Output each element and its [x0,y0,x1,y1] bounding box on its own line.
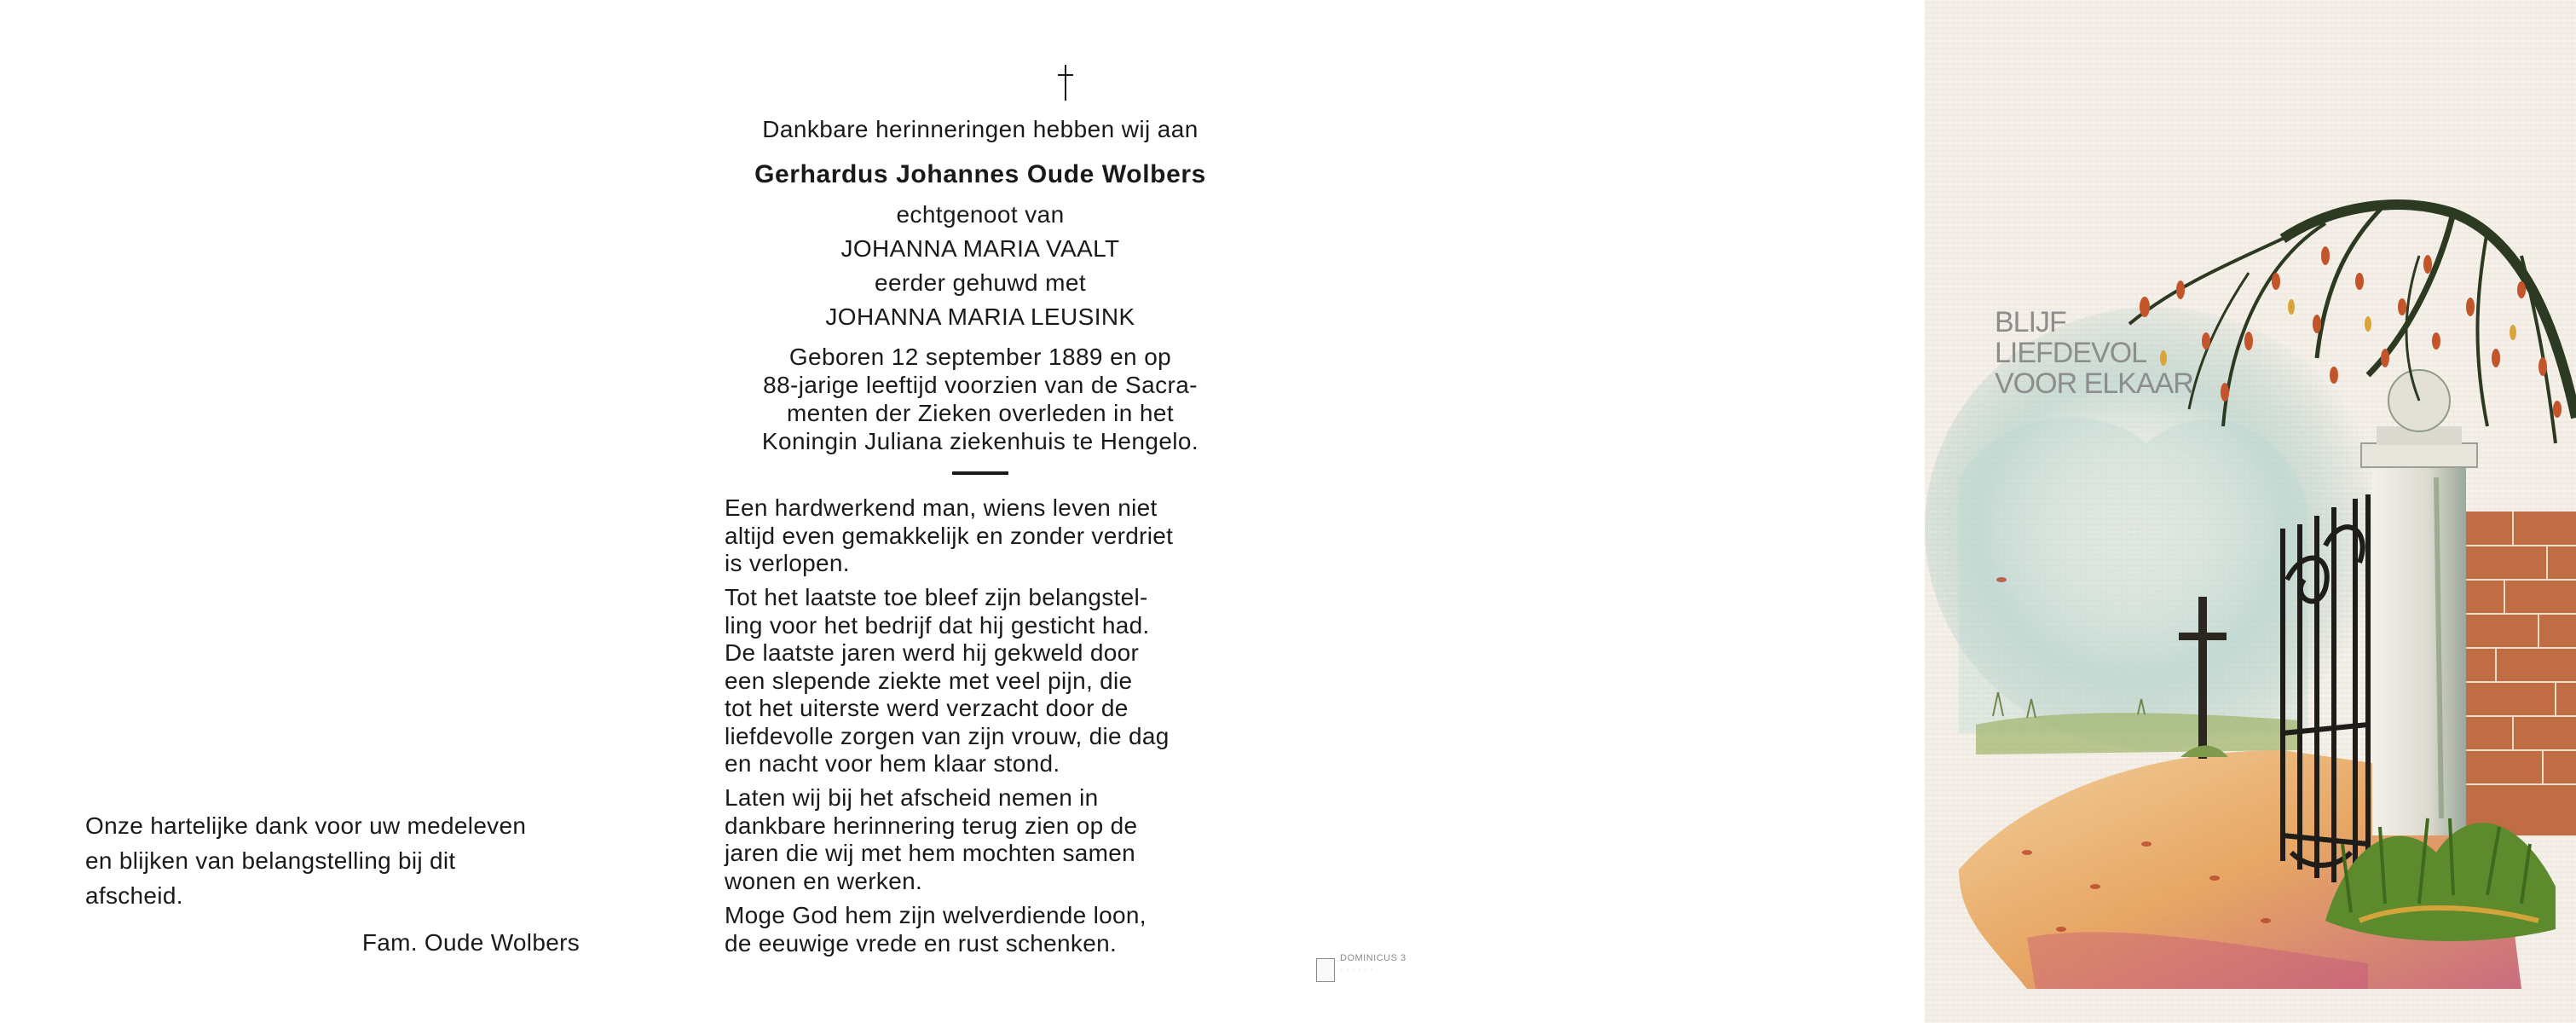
paragraph-line: en nacht voor hem klaar stond. [725,750,1060,777]
spouse-name: JOHANNA MARIA VAALT [840,235,1120,262]
thanks-line: afscheid. [85,882,183,909]
paragraph-line: Laten wij bij het afscheid nemen in [725,784,1099,811]
thanks-line: Onze hartelijke dank voor uw medeleven [85,812,527,839]
printer-mark [1316,950,1418,984]
cross-icon [1050,61,1081,102]
previous-spouse-name: JOHANNA MARIA LEUSINK [825,303,1135,330]
paragraph-line: jaren die wij met hem mochten samen [725,840,1136,866]
cemetery-gate-illustration [1925,0,2576,1023]
born-line: menten der Zieken overleden in het [786,400,1175,426]
born-line: Koningin Juliana ziekenhuis te Hengelo. [761,428,1199,454]
born-line: Geboren 12 september 1889 en op [788,344,1172,370]
thanks-line: en blijken van belangstelling bij dit [85,847,456,874]
paragraph-line: ling voor het bedrijf dat hij gesticht had. [725,611,1150,639]
family-signature: Fam. Oude Wolbers [361,929,580,956]
paragraph-line: Tot het laatste toe bleef zijn belangstel- [725,584,1148,610]
printer-name: DOMINICUS 3 [1340,953,1406,963]
cover-slogan [1995,307,2267,399]
paragraph-line: Een hardwerkend man, wiens leven niet [725,494,1158,521]
previous-spouse-label: eerder gehuwd met [874,269,1087,296]
paragraph-line: een slepende ziekte met veel pijn, die [725,667,1133,694]
paragraph-farewell [725,784,1236,895]
slogan-line: VOOR ELKAAR [1995,367,2193,400]
paragraph-prayer [725,902,1236,957]
paragraph-line: liefdevolle zorgen van zijn vrouw, die dag [725,722,1170,749]
cover-illustration-panel [1925,0,2576,1023]
paragraph-line: tot het uiterste werd verzacht door de [725,695,1129,721]
slogan-line: LIEFDEVOL [1995,337,2147,369]
spouse-label: echtgenoot van [896,201,1065,228]
slogan-line: BLIJF [1995,306,2066,338]
deceased-name: Gerhardus Johannes Oude Wolbers [754,160,1206,188]
intro-line: Dankbare herinneringen hebben wij aan [762,116,1198,142]
paragraph-line: de eeuwige vrede en rust schenken. [725,929,1118,957]
paragraph-line: Moge God hem zijn welverdiende loon, [725,902,1146,928]
paragraph-life [725,494,1236,578]
paragraph-illness [725,584,1236,778]
printer-logo-icon [1316,958,1335,982]
printer-sub-lines: · · · · · · [1340,965,1374,974]
thanks-message [85,808,597,913]
paragraph-line: is verlopen. [725,550,850,576]
paragraph-line: altijd even gemakkelijk en zonder verdriet [725,522,1174,549]
left-panel [0,0,648,1023]
born-line: 88-jarige leeftijd voorzien van de Sacra- [763,372,1198,398]
paragraph-line: wonen en werken. [725,867,923,894]
divider [952,471,1008,475]
paragraph-line: dankbare herinnering terug zien op de [725,812,1138,839]
memorial-text-panel [648,0,1926,1023]
paragraph-line: De laatste jaren werd hij gekweld door [725,639,1140,666]
birth-death-info [725,343,1236,455]
